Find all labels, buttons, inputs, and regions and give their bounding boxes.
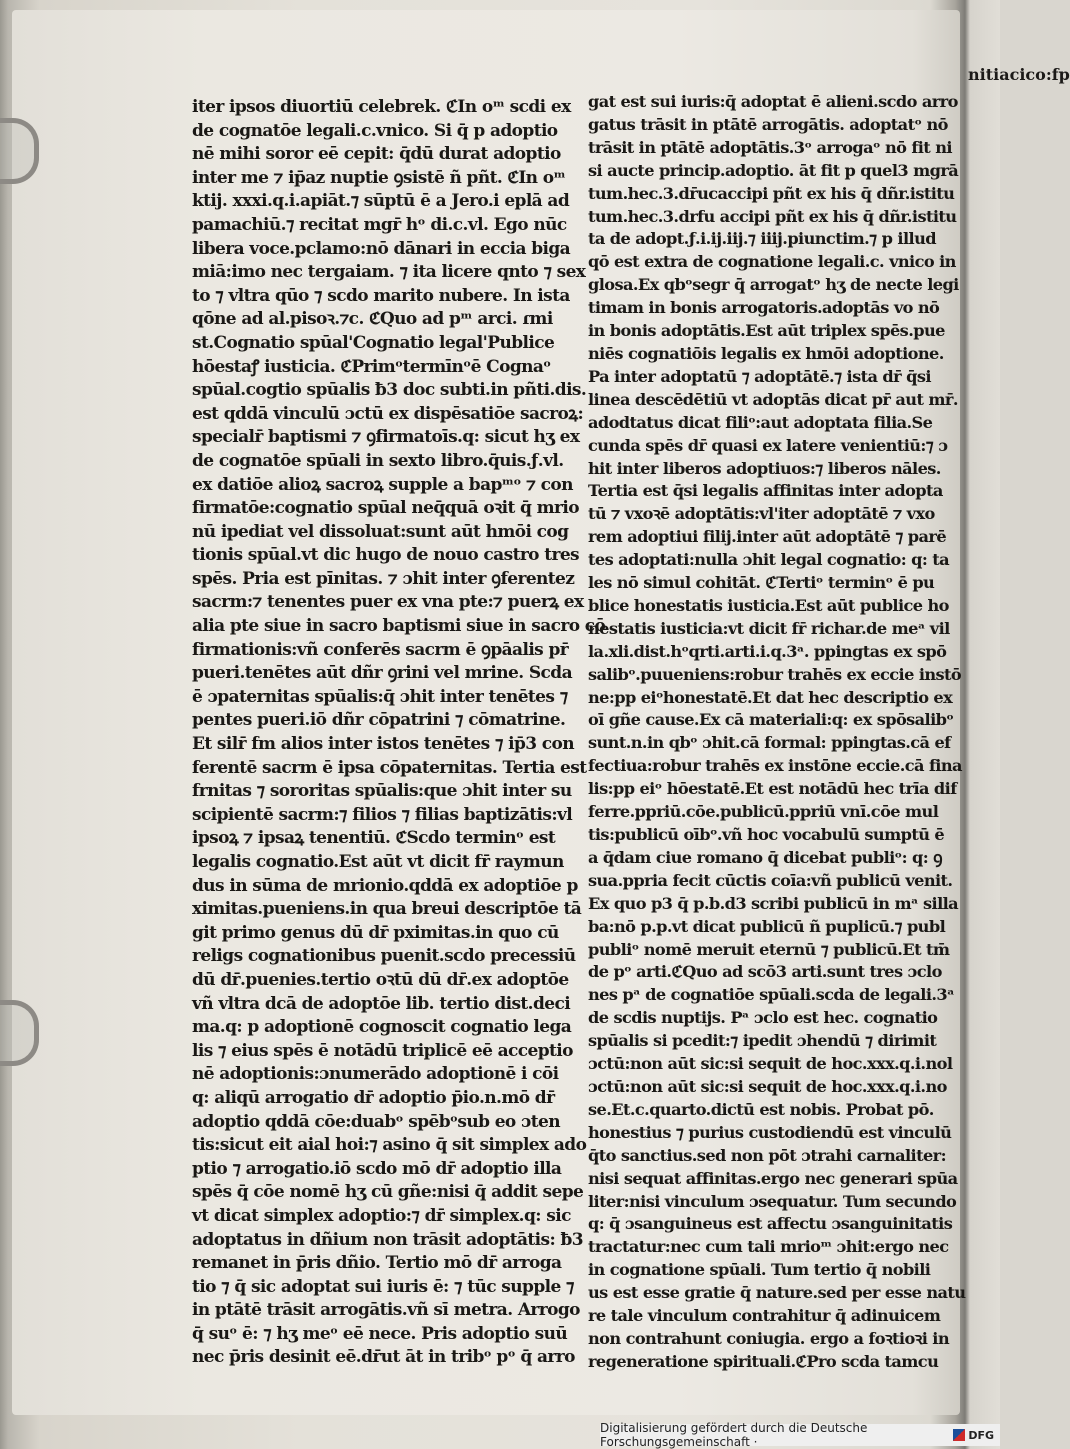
left-text-line: ktij. xxxi.q.i.apiāt.⁊ sūptū ē a Jero.i eplā ad — [192, 191, 570, 212]
left-text-line: ferentē sacrm ē ipsa cōpaternitas. Tertia est — [192, 757, 587, 778]
left-text-line: in ptātē trāsit arrogātis.vñ sī metra. Arrogo — [192, 1300, 580, 1321]
footer-credit — [600, 1421, 1000, 1449]
facing-page-edge — [968, 60, 1070, 900]
right-text-line: us est esse gratie q̄ nature.sed per esse natu — [588, 1283, 966, 1303]
right-text-line: ɔctū:non aūt sic:si sequit de hoc.xxx.q.i.nol — [588, 1054, 953, 1074]
facing-page-line: : — [1045, 65, 1052, 84]
right-text-line: regeneratione spirituali.ℭPro scda tamcu — [588, 1351, 939, 1371]
left-text-line: ipsoꝝ ⁊ ipsaꝝ tenentiū. ℭScdo terminᵒ est — [192, 828, 556, 849]
right-text-line: in bonis adoptātis.Est aūt triplex spēs.pue — [588, 321, 945, 341]
right-text-line: tis:publicū oībᵒ.vñ hoc vocabulū sumptū ē — [588, 825, 945, 844]
right-text-line: Tertia est q̄si legalis affinitas inter adopta — [588, 481, 943, 501]
left-text-line: adoptio qddā cōe:duabᵒ spēbᵒsub eo ɔten — [192, 1111, 560, 1132]
right-text-line: gatus trāsit in ptātē arrogātis. adoptatᵒ nō — [588, 114, 948, 134]
left-text-line: nū ipediat vel dissoluat:sunt aūt hmōi cog — [192, 521, 569, 542]
facing-page-line: f — [1051, 65, 1059, 84]
right-text-line: nes pᵃ de cognatiōe spūali.scda de legali.3ᵃ — [588, 985, 955, 1005]
text-column-left — [192, 96, 606, 1370]
left-text-line: de cognatōe legali.c.vnico. Si q̄ p adoptio — [192, 120, 558, 141]
right-text-line: Pa inter adoptatū ⁊ adoptātē.⁊ ista dr̄ q̄si — [588, 366, 931, 386]
left-text-line: firmatōe:cognatio spūal neq̄quā oꝛit q̄ mrio — [192, 498, 579, 519]
right-text-line: lis:pp eiᵒ hōestatē.Et est notādū hec trīa dif — [588, 779, 957, 799]
left-text-line: frnitas ⁊ sororitas spūalis:que ɔhit inter su — [192, 781, 572, 802]
right-text-line: tū ⁊ vxoꝛē adoptātis:vl'iter adoptātē ⁊ vxo — [588, 504, 935, 524]
right-text-line: qō est extra de cognatione legali.c. vnico in — [588, 252, 956, 272]
right-text-line: tum.hec.3.dr̄ucaccipi pñt ex his q̄ dñr.istitu — [588, 183, 955, 203]
right-text-line: rem adoptiui filij.inter aūt adoptātē ⁊ parē — [588, 527, 947, 547]
left-text-line: firmationis:vñ conferēs sacrm ē ꝯpāalis pr̄ — [192, 639, 569, 660]
dfg-logo-text: DFG — [968, 1428, 994, 1442]
left-text-line: dū dr̄.puenies.tertio oꝛtū dū dr̄.ex adoptōe — [192, 969, 569, 990]
left-text-line: st.Cognatio spūal'Cognatio legal'Publice — [192, 332, 555, 353]
right-text-line: ba:nō p.p.vt dicat publicū ñ puplicū.⁊ publ — [588, 916, 946, 936]
left-text-line: nē mihi soror eē cepit: q̄dū durat adoptio — [192, 144, 561, 165]
dfg-logo-icon — [953, 1429, 965, 1441]
left-text-line: Et silr̄ fm alios inter istos tenētes ⁊ ip̄3 con — [192, 734, 575, 755]
right-text-line: fectiua:robur trahēs ex instōne eccie.cā fina — [588, 756, 962, 776]
right-text-line: Ex quo p3 q̄ p.b.d3 scribi publicū in mᵃ silla — [588, 893, 959, 913]
binding-clip-bottom — [0, 1000, 39, 1066]
right-text-line: de pᵒ arti.ℭQuo ad scō3 arti.sunt tres ɔclo — [588, 962, 942, 982]
left-text-line: scipientē sacrm:⁊ filios ⁊ filias baptizātis:vl — [192, 804, 573, 825]
left-text-line: spēs. Pria est pīnitas. ⁊ ɔhit inter ꝯferentez — [192, 568, 575, 589]
right-text-line: in cognatione spūali. Tum tertio q̄ nobili — [588, 1260, 931, 1280]
facing-page-line: t — [985, 65, 994, 84]
right-text-line: blice honestatis iusticia.Est aūt publice ho — [588, 595, 949, 615]
left-text-line: remanet in p̄ris dñio. Tertio mō dr̄ arroga — [192, 1253, 562, 1274]
left-text-line: ptio ⁊ arrogatio.iō scdo mō dr̄ adoptio illa — [192, 1158, 562, 1179]
left-text-line: ex datiōe alioꝝ sacroꝝ supple a bapᵐᵒ ⁊ con — [192, 474, 573, 495]
facing-page-line: p — [1058, 65, 1070, 84]
left-text-line: pamachiū.⁊ recitat mgr̄ hᵒ di.c.vl. Ego nūc — [192, 214, 567, 235]
right-text-line: q: q̄ ɔsanguineus est affectu ɔsanguinitatis — [588, 1214, 953, 1234]
right-text-line: adodtatus dicat filiᵒ:aut adoptata filia.Se — [588, 412, 933, 432]
right-text-line: tes adoptati:nulla ɔhit legal cognatio: q: ta — [588, 550, 950, 570]
right-text-line: linea descēdētiū vt adoptās dicat pr̄ aut mr̄. — [588, 389, 958, 409]
left-text-line: lis ⁊ eius spēs ē notādū triplicē eē acceptio — [192, 1040, 573, 1061]
right-text-line: honestius ⁊ purius custodiendū est vinculū — [588, 1122, 952, 1142]
left-text-line: q̄ suᵒ ē: ⁊ hʒ meᵒ eē nece. Pris adoptio suū — [192, 1323, 568, 1344]
left-text-line: est qddā vinculū ɔctū ex dispēsatiōe sacroꝝ: — [192, 403, 584, 424]
left-text-line: spēs q̄ cōe nomē hʒ cū gñe:nisi q̄ addit sepe — [192, 1182, 584, 1203]
text-column-right — [588, 91, 966, 1374]
right-text-line: ferre.ppriū.cōe.publicū.ppriū vnī.cōe mul — [588, 802, 939, 822]
left-text-line: hōestaꝭ iusticia. ℭPrimᵒtermīnᵒē Cognaᵒ — [192, 356, 551, 377]
facing-page-line: c — [1009, 65, 1020, 84]
right-text-line: cunda spēs dr̄ quasi ex latere venientiū:⁊ ɔ — [588, 435, 948, 455]
left-text-line: inter me ⁊ ip̄az nuptie ꝯsistē ñ pñt. ℭIn oᵐ — [192, 167, 566, 188]
left-text-line: tis:sicut eit aial hoi:⁊ asino q̄ sit simplex ado — [192, 1135, 587, 1156]
right-text-line: ne:pp eiᵒhonestatē.Et dat hec descriptio ex — [588, 687, 953, 707]
left-text-line: nē adoptionis:ɔnumerādo adoptionē i cōi — [192, 1064, 559, 1085]
right-text-line: publiᵒ nomē meruit eternū ⁊ publicū.Et tm̄ — [588, 939, 950, 959]
right-text-line: salibᵒ.puueniens:robur trahēs ex eccie instō — [588, 664, 962, 684]
left-text-line: tionis spūal.vt dic hugo de nouo castro tres — [192, 545, 580, 566]
left-text-line: specialr̄ baptismi ⁊ ꝯfirmatoīs.q: sicut hʒ ex — [192, 427, 580, 448]
left-text-line: pueri.tenētes aūt dñr ꝯrini vel mrine. Scda — [192, 663, 573, 684]
left-text-line: iter ipsos diuortiū celebrek. ℭIn oᵐ scdi ex — [192, 97, 571, 117]
left-text-line: nec p̄ris desinit eē.dr̄ut āt in tribᵒ pᵒ q̄ arro — [192, 1347, 575, 1368]
left-text-line: adoptatus in dñium non trāsit adoptātis: ƀ3 — [192, 1229, 583, 1250]
left-text-line: alia pte siue in sacro baptismi siue in sacro cō — [192, 616, 606, 637]
right-text-line: sunt.n.in qbᵒ ɔhit.cā formal: ppingtas.cā ef — [588, 733, 951, 753]
dfg-logo — [953, 1429, 994, 1442]
right-text-line: nisi sequat affinitas.ergo nec generari spūa — [588, 1168, 958, 1188]
right-text-line: nestatis iusticia:vt dicit fr̄ richar.de meᵃ vil — [588, 618, 950, 638]
left-text-line: vt dicat simplex adoptio:⁊ dr̄ simplex.q: sic — [192, 1205, 571, 1226]
right-text-line: si aucte princip.adoptio. āt fit p quel3 mgrā — [588, 160, 959, 180]
right-text-line: trāsit in ptātē adoptātis.3ᵒ arrogaᵒ nō fit ni — [588, 137, 952, 157]
right-text-line: de scdis nuptijs. Pᵃ ɔclo est hec. cognatio — [588, 1008, 938, 1028]
right-text-line: q̄to sanctius.sed non pōt ɔtrahi carnaliter: — [588, 1145, 946, 1165]
footer-text: Digitalisierung gefördert durch die Deutsche Forschungsgemeinschaft · — [600, 1421, 868, 1449]
right-text-line: re tale vinculum contrahitur q̄ adinuicem — [588, 1306, 941, 1326]
left-text-line: to ⁊ vltra qūo ⁊ scdo marito nubere. In ista — [192, 285, 570, 306]
right-text-line: oī gñe cause.Ex cā materiali:q: ex spōsalibᵒ — [588, 710, 954, 730]
left-text-line: de cognatōe spūali in sexto libro.q̄uis.ƒ.vl. — [192, 450, 564, 471]
left-text-line: dus in sūma de mrionio.qddā ex adoptiōe p — [192, 875, 578, 896]
right-text-line: la.xli.dist.hᵒqrti.arti.i.q.3ᵃ. ppingtas ex spō — [588, 641, 947, 661]
right-text-line: se.Et.c.quarto.dictū est nobis. Probat pō. — [588, 1099, 934, 1119]
right-text-line: glosa.Ex qbᵒsegr q̄ arrogatᵒ hʒ de necte legi — [588, 275, 959, 295]
right-text-line: sua.ppria fecit cūctis coīa:vñ publicū venit. — [588, 870, 953, 890]
left-text-line: libera voce.pclamo:nō dānari in eccia biga — [192, 238, 571, 259]
facing-page-line: o — [1035, 65, 1046, 84]
facing-page-line: ic — [1019, 65, 1036, 84]
right-text-line: a q̄dam ciue romano q̄ dicebat publiᵒ: q: ꝯ — [588, 847, 943, 867]
left-text-line: tio ⁊ q̄ sic adoptat sui iuris ē: ⁊ tūc supple ⁊ — [192, 1276, 574, 1297]
left-text-line: git primo genus dū dr̄ pximitas.in quo cū — [192, 922, 559, 943]
right-text-line: ta de adopt.ƒ.i.ij.iij.⁊ iiij.piunctim.⁊ p illud — [588, 229, 936, 249]
left-text-line: vñ vltra dcā de adoptōe lib. tertio dist.deci — [192, 993, 571, 1014]
right-text-line: niēs cognatiōis legalis ex hmōi adoptione. — [588, 343, 944, 363]
right-text-line: liter:nisi vinculum ɔsequatur. Tum secundo — [588, 1191, 957, 1211]
right-text-line: ɔctū:non aūt sic:si sequit de hoc.xxx.q.i.no — [588, 1076, 947, 1096]
right-text-line: spūalis si pcedit:⁊ ipedit ɔhendū ⁊ dirimit — [588, 1031, 937, 1051]
left-text-line: ē ɔpaternitas spūalis:q̄ ɔhit inter tenētes ⁊ — [192, 686, 568, 707]
facing-page-line: ia — [993, 65, 1010, 84]
left-text-line: spūal.cogtio spūalis ƀ3 doc subti.in pñti.dis. — [192, 380, 587, 401]
left-text-line: pentes pueri.iō dñr cōpatrini ⁊ cōmatrine. — [192, 710, 566, 731]
left-text-line: sacrm:⁊ tenentes puer ex vna pte:⁊ puerꝝ ex — [192, 592, 584, 613]
binding-clip-top — [0, 118, 39, 184]
right-text-line: tractatur:nec cum tali mrioᵐ ɔhit:ergo nec — [588, 1237, 949, 1257]
right-text-line: hit inter liberos adoptiuos:⁊ liberos nāles. — [588, 458, 941, 478]
left-text-line: ma.q: p adoptionē cognoscit cognatio lega — [192, 1017, 572, 1038]
right-text-line: les nō simul cohitāt. ℭTertiᵒ terminᵒ ē pu — [588, 573, 935, 593]
left-text-line: q: aliqū arrogatio dr̄ adoptio p̄io.n.mō dr̄ — [192, 1087, 555, 1108]
left-text-line: qōne ad al.pisoꝛ.⁊c. ℭQuo ad pᵐ arci. ɾmi — [192, 309, 553, 330]
left-text-line: miā:imo nec tergaiam. ⁊ ita licere qnto ⁊ sex — [192, 262, 586, 283]
facing-page-line: ni — [968, 65, 986, 84]
left-text-line: legalis cognatio.Est aūt vt dicit fr̄ raymun — [192, 852, 564, 872]
right-text-line: timam in bonis arrogatoris.adoptās vo nō — [588, 298, 940, 318]
right-text-line: tum.hec.3.drfu accipi pñt ex his q̄ dñr.istitu — [588, 206, 957, 226]
right-text-line: non contrahunt coniugia. ergo a foꝛtioꝛi in — [588, 1328, 950, 1348]
right-text-line: gat est sui iuris:q̄ adoptat ē alieni.scdo arro — [588, 92, 958, 111]
left-text-line: religs cognationibus puenit.scdo precessiū — [192, 946, 576, 967]
left-text-line: ximitas.pueniens.in qua breui descriptōe tā — [192, 899, 582, 920]
